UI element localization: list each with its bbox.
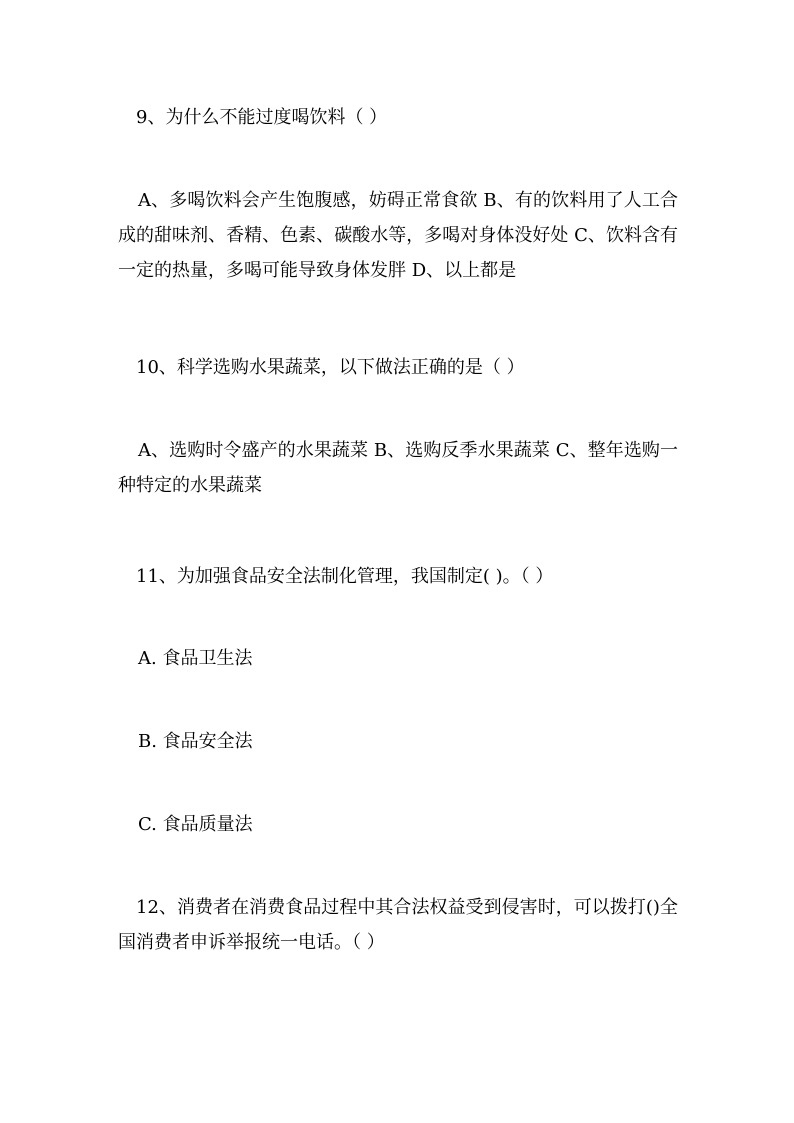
question-11-option-c: C. 食品质量法 — [138, 814, 253, 835]
question-11-option-b: B. 食品安全法 — [138, 731, 253, 752]
question-9: 9、为什么不能过度喝饮料（ ） — [136, 107, 388, 128]
question-12: 12、消费者在消费食品过程中其合法权益受到侵害时，可以拨打()全国消费者申诉举报统一电话。（ ） — [118, 897, 678, 953]
question-11: 11、为加强食品安全法制化管理，我国制定( )。（ ） — [136, 566, 554, 587]
question-10-options: A、选购时令盛产的水果蔬菜 B、选购反季水果蔬菜 C、整年选购一种特定的水果蔬菜 — [118, 440, 678, 496]
question-11-option-a: A. 食品卫生法 — [138, 648, 253, 669]
question-9-options: A、多喝饮料会产生饱腹感，妨碍正常食欲 B、有的饮料用了人工合成的甜味剂、香精、色素、碳酸水等，多喝对身体没好处 C、饮料含有一定的热量，多喝可能导致身体发胖 D、以上都是 — [118, 190, 678, 281]
question-10: 10、科学选购水果蔬菜，以下做法正确的是（ ） — [136, 357, 525, 378]
